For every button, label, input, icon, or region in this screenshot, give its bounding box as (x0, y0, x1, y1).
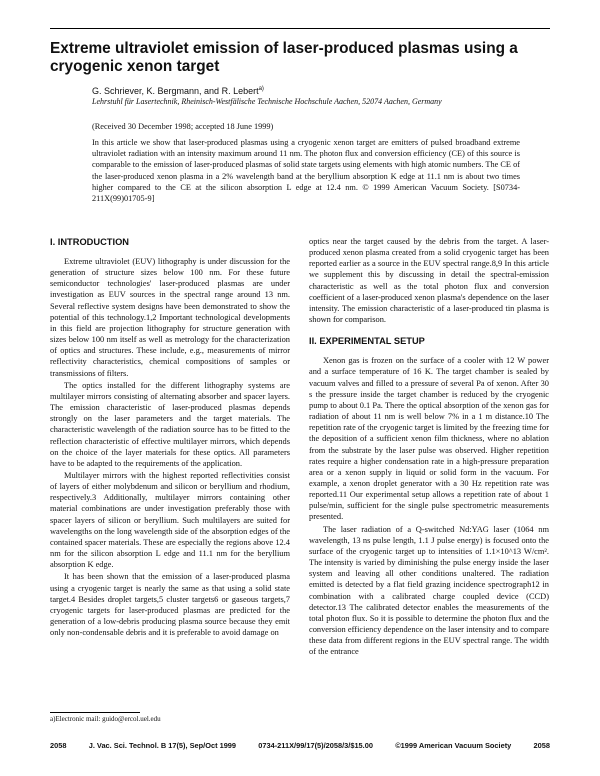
author-footnote-mark: a) (258, 86, 264, 92)
affiliation: Lehrstuhl für Lasertechnik, Rheinisch-Westfälische Technische Hochschule Aachen, 52074 Aachen, Germany (92, 97, 442, 106)
intro-paragraph-4: It has been shown that the emission of a laser-produced plasma using a cryogenic target is nearly the same as that using a solid state target.4 Besides droplet targets,5 cluster targets6 or gaseous targets,7 cryogenic targets for laser-produced plasmas are predicted for the generation of a low-debris producing plasma source because they emit only non-condensable debris and it is preferable to avoid damage on (50, 572, 290, 638)
setup-paragraph-1: Xenon gas is frozen on the surface of a cooler with 12 W power and a surface temperature of 16 K. The target chamber is sealed by vacuum valves and filled to a pressure of several Pa of xenon. After 30 s the pressure inside the target chamber is reduced by the cryogenic pump to about 0.1 Pa. There the optical absorption of the xenon gas for radiation of about 11 nm is well below 7% in a 1 m distance.10 The repetition rate of the cryogenic target is limited by the freezing time for the deposition of a sufficient xenon film thickness, where no ablation from the substrate by the laser pulse was observed. Higher repetition rates require a higher condensation rate in a high-pressure preparation area or a xenon supply in liquid or solid form in the vacuum. For example, a xenon droplet generator with a 30 Hz repetition rate was reported.11 Our experimental setup allows a repetition rate of about 1 pulse/min, sufficient for the single pulse spectrometric measurements presented. (309, 356, 549, 522)
footnote-rule (50, 712, 140, 713)
abstract: In this article we show that laser-produced plasmas using a cryogenic xenon target are emitters of pulsed broadband extreme ultraviolet radiation with an intensity maximum around 11 nm. The photon flux and conversion efficiency (CE) of this source is comparable to the emission of laser-produced plasmas of solid state targets using elements with high atomic numbers. The CE of the laser-produced xenon plasma in a 2% wavelength band at the beryllium absorption K edge at 11.1 nm is about two times higher compared to the CE at the silicon absorption L edge at 12.4 nm. © 1999 American Vacuum Society. [S0734-211X(99)01705-9] (92, 138, 520, 204)
intro-paragraph-3: Multilayer mirrors with the highest reported reflectivities consist of layers of either molybdenum and silicon or beryllium and rhodium, respectively.3 Additionally, multilayer mirrors containing other material combinations are under investigation preferably those with spacer layers of silicon or beryllium. Such multilayers are suited for wavelengths on the long wavelength side of the absorption edges of the contained spacer materials. These are especially the regions above 12.4 nm for the silicon absorption L edge and 11.1 nm for the beryllium absorption K edge. (50, 470, 290, 570)
received-dates: (Received 30 December 1998; accepted 18 June 1999) (92, 122, 274, 131)
article-title: Extreme ultraviolet emission of laser-produced plasmas using a cryogenic xenon target (50, 40, 518, 75)
setup-paragraph-2: The laser radiation of a Q-switched Nd:YAG laser (1064 nm wavelength, 13 ns pulse length, 1.1 J pulse energy) is focused onto the surface of the cryogenic target up to intensities of 1.1×10^13 W/cm². The intensity is varied by diminishing the pulse energy inside the laser system and leaving all other conditions unaltered. The radiation emitted is detected by a flat field grazing incidence spectrograph12 in combination with a calibrated charge coupled device (CCD) detector.13 The calibrated detector enables the measurements of the total photon flux. So it is possible to determine the photon flux and the conversion efficiency dependence on the laser intensity and to compare these data from different regions in the EUV spectral range. The width of the entrance (309, 524, 549, 657)
intro-paragraph-2: The optics installed for the different lithography systems are multilayer mirrors consisting of alternating absorber and spacer layers. The emission characteristic of laser-produced plasmas depends strongly on the laser parameters and the target materials. The characteristic wavelength of the radiation source has to be fitted to the reflection characteristic of effective multilayer mirrors, which depends on the choice of the layer materials for these optics. All parameters have to be adapted to the requirements of the application. (50, 380, 290, 468)
top-rule (50, 28, 550, 29)
footer-page-right: 2058 (533, 741, 550, 750)
intro-continuation: optics near the target caused by the debris from the target. A laser-produced xenon plasma created from a solid cryogenic target has been reported earlier as a source in the EUV spectral range.8,9 In this article we supplement this by discussing in detail the spectral-emission characteristic as well as the total photon flux and conversion coefficient of a laser-produced xenon plasma's dependence on the laser intensity. The emission characteristic of a laser-produced tin plasma is shown for comparison. (309, 237, 549, 325)
authors (92, 84, 552, 97)
section-heading-experimental: II. EXPERIMENTAL SETUP (309, 336, 425, 347)
footer-page-left: 2058 (50, 741, 67, 750)
left-column (50, 236, 290, 639)
footer-copyright: ©1999 American Vacuum Society (395, 741, 512, 750)
footnote: a)Electronic mail: guido@ercol.uel.edu (50, 715, 161, 723)
right-column (309, 236, 549, 658)
section-heading-introduction: I. INTRODUCTION (50, 237, 130, 247)
footer-journal: J. Vac. Sci. Technol. B 17(5), Sep/Oct 1999 (88, 741, 237, 750)
page-footer (50, 741, 550, 750)
intro-paragraph-1: Extreme ultraviolet (EUV) lithography is under discussion for the generation of structure sizes below 100 nm. For these future semiconductor technologies' laser-produced plasmas are under investigation as EUV sources in the spectral range around 13 nm. Several reflective system designs have been demonstrated to show the potential of this technology.1,2 Important technological developments in this field are projection lithography for structure generation with sizes below 100 nm itself as well as metrology for the characterization of optics and structures. These include, e.g., measurements of mirror reflectivity characteristics, chemical compositions of samples or transmissions of filters. (50, 257, 290, 378)
author-names: G. Schriever, K. Bergmann, and R. Lebert (92, 86, 259, 96)
footer-code: 0734-211X/99/17(5)/2058/3/$15.00 (258, 741, 373, 750)
